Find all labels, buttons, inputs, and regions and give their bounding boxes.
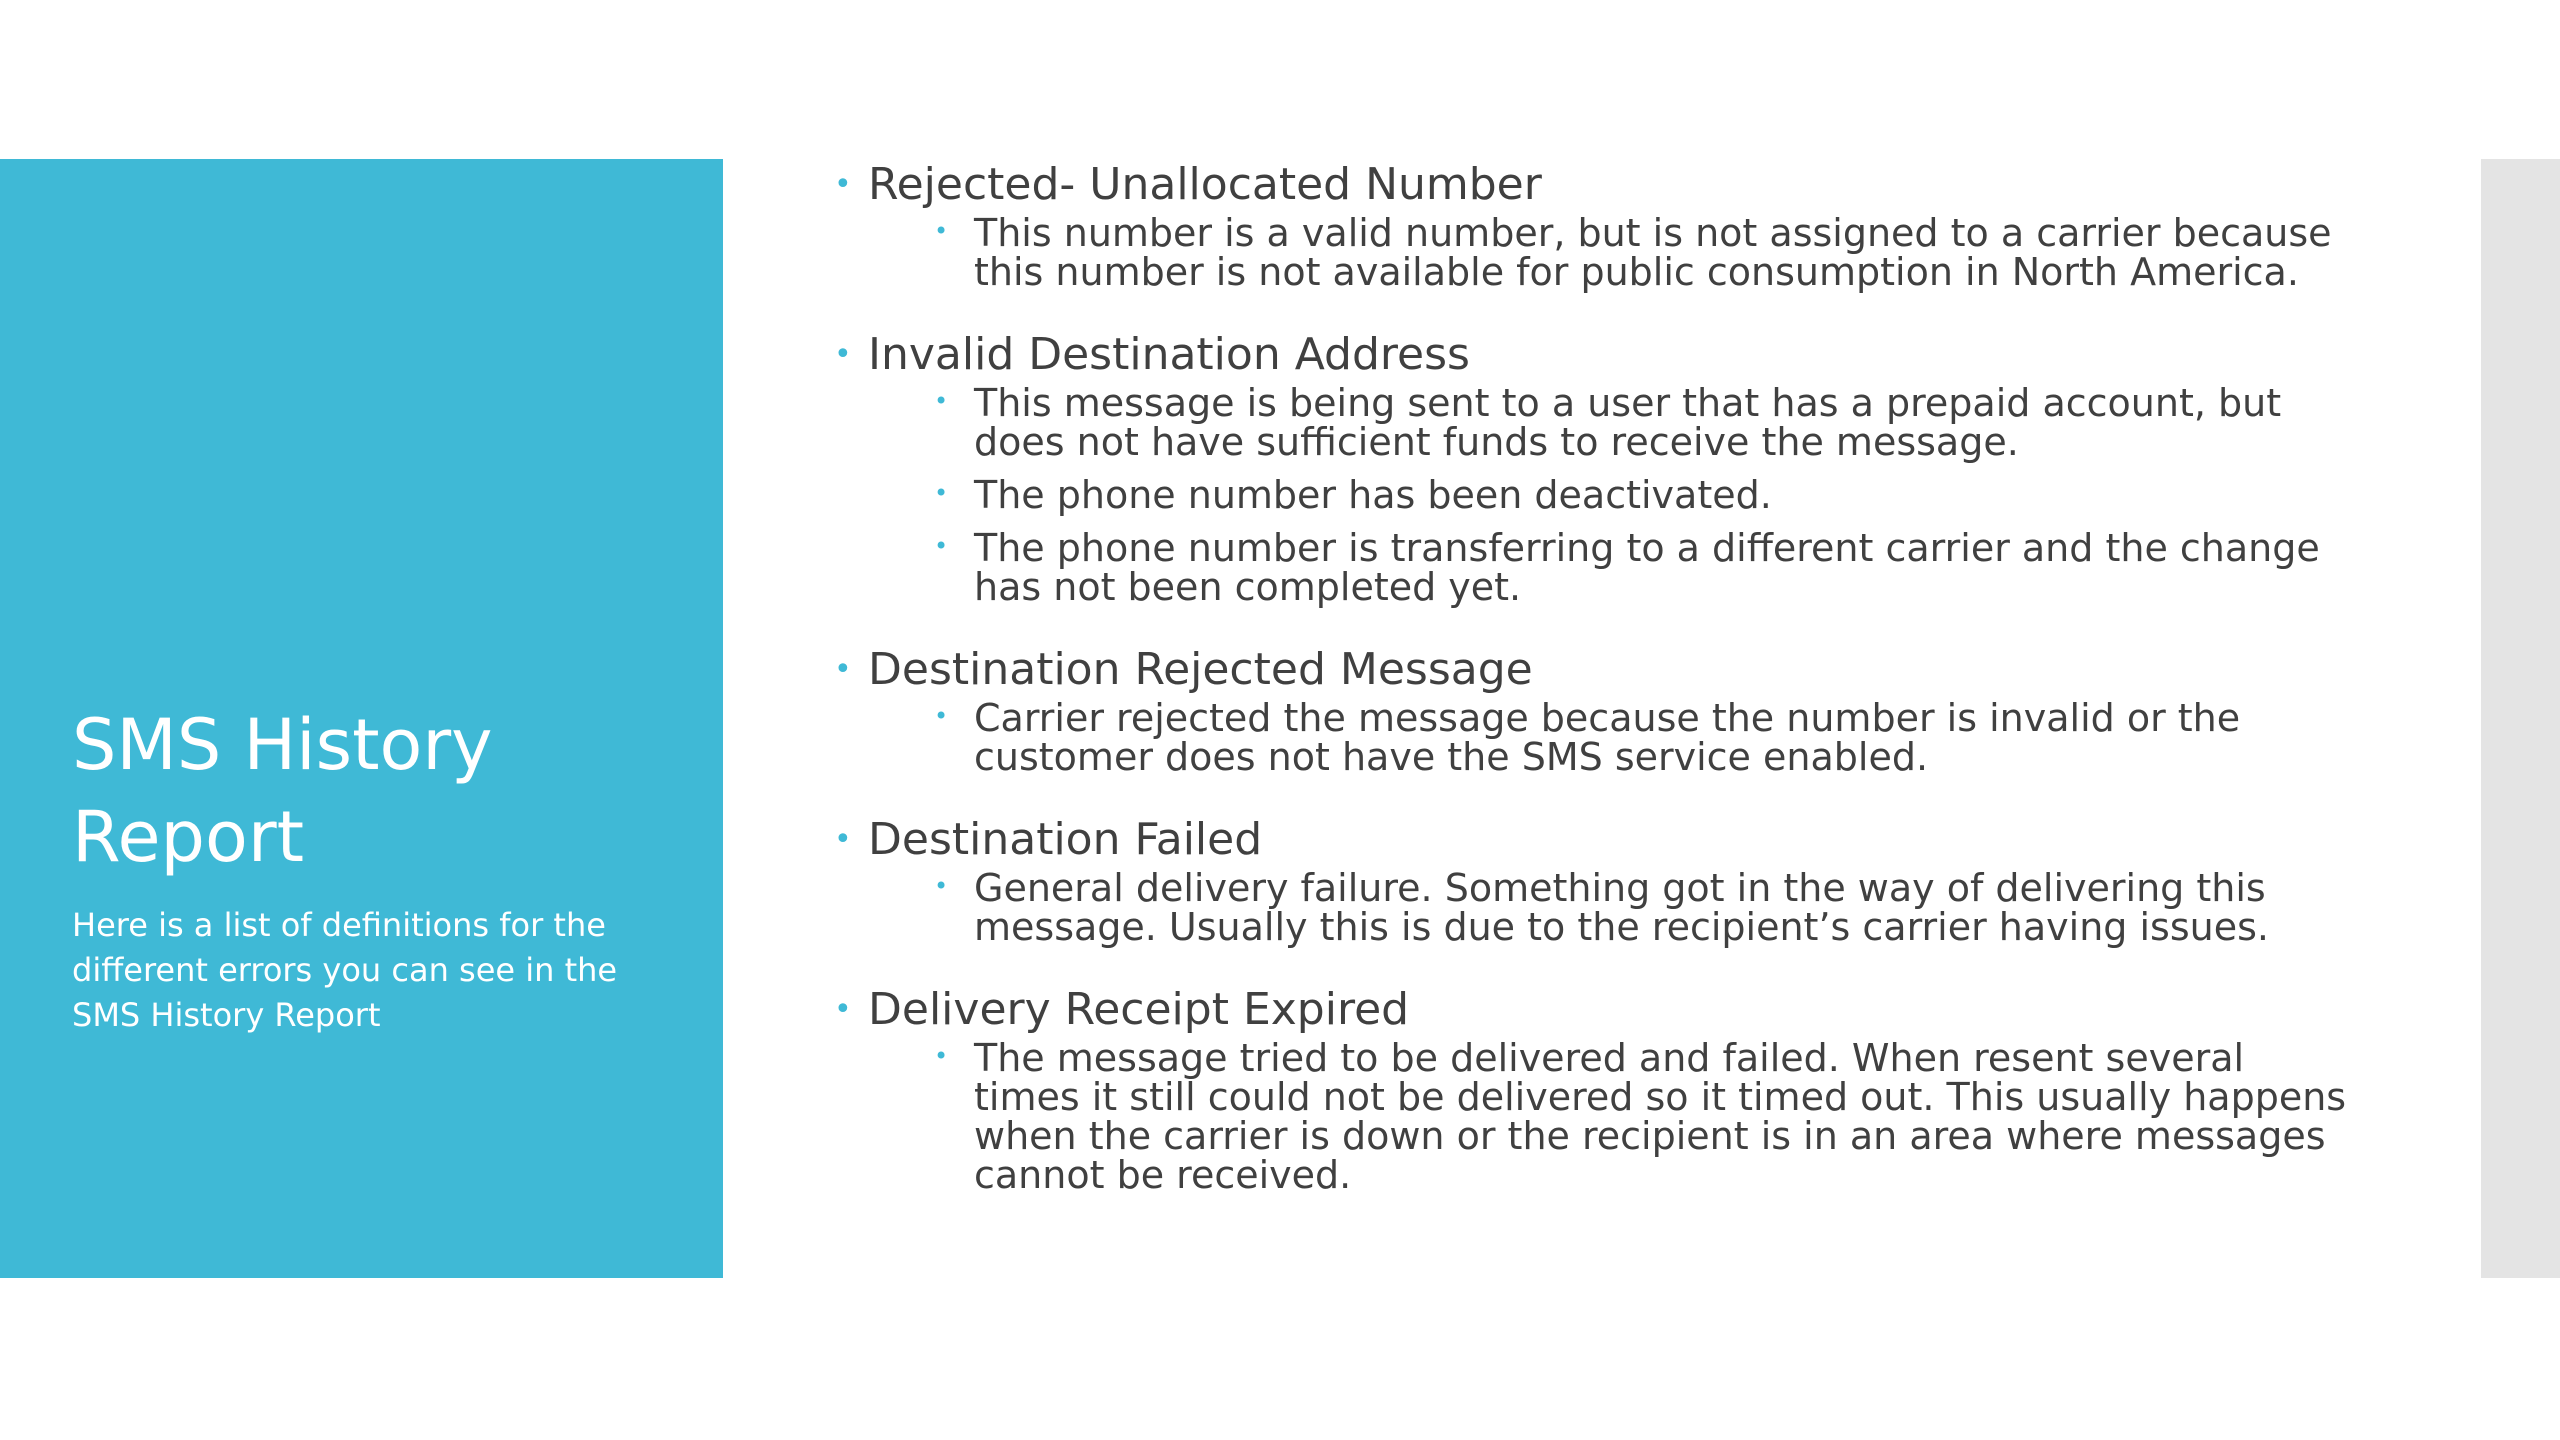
definitions-list (830, 158, 2350, 1231)
section-heading: Invalid Destination Address (868, 329, 1470, 380)
bullet-dot-icon: • (834, 652, 852, 687)
section-heading-row (830, 158, 2350, 212)
definition-item (934, 696, 2350, 779)
section-heading: Destination Rejected Message (868, 644, 1533, 695)
section-invalid-destination-address (830, 328, 2350, 607)
bullet-dot-icon: • (834, 337, 852, 372)
section-rejected-unallocated-number (830, 158, 2350, 292)
bullet-dot-icon: • (934, 872, 949, 900)
bullet-dot-icon: • (934, 387, 949, 415)
bullet-dot-icon: • (834, 992, 852, 1027)
bullet-dot-icon: • (834, 822, 852, 857)
bullet-dot-icon: • (934, 702, 949, 730)
section-heading-row (830, 983, 2350, 1037)
definition-text: This message is being sent to a user that has a prepaid account, but does not have sufficient funds to receive the message. (974, 381, 2282, 464)
slide-title: SMS History Report (72, 704, 493, 878)
section-delivery-receipt-expired (830, 983, 2350, 1195)
definition-item (934, 866, 2350, 949)
bullet-dot-icon: • (934, 532, 949, 560)
side-strip (2481, 159, 2560, 1278)
title-panel (0, 159, 723, 1278)
definition-text: The phone number has been deactivated. (974, 473, 1772, 517)
section-heading-row (830, 328, 2350, 382)
definition-item (934, 211, 2350, 294)
slide-subtitle: Here is a list of definitions for the different errors you can see in the SMS History Report (72, 906, 618, 1034)
definition-item (934, 526, 2350, 609)
section-heading-row (830, 813, 2350, 867)
section-heading: Rejected- Unallocated Number (868, 159, 1542, 210)
definition-item (934, 381, 2350, 464)
definition-item (934, 473, 2350, 517)
section-destination-rejected-message (830, 643, 2350, 777)
section-destination-failed (830, 813, 2350, 947)
definition-text: The phone number is transferring to a different carrier and the change has not been completed yet. (974, 526, 2320, 609)
bullet-dot-icon: • (934, 479, 949, 507)
definition-text: General delivery failure. Something got in the way of delivering this message. Usually this is due to the recipient’s carrier having issues. (974, 866, 2269, 949)
bullet-dot-icon: • (834, 167, 852, 202)
section-heading: Destination Failed (868, 814, 1263, 865)
section-heading-row (830, 643, 2350, 697)
definition-text: The message tried to be delivered and failed. When resent several times it still could not be delivered so it timed out. This usually happens when the carrier is down or the recipient is in an area where messages cannot be received. (974, 1036, 2347, 1197)
bullet-dot-icon: • (934, 1042, 949, 1070)
bullet-dot-icon: • (934, 217, 949, 245)
definition-item (934, 1036, 2350, 1197)
section-heading: Delivery Receipt Expired (868, 984, 1410, 1035)
definition-text: Carrier rejected the message because the number is invalid or the customer does not have the SMS service enabled. (974, 696, 2241, 779)
definition-text: This number is a valid number, but is not assigned to a carrier because this number is not available for public consumption in North America. (974, 211, 2332, 294)
